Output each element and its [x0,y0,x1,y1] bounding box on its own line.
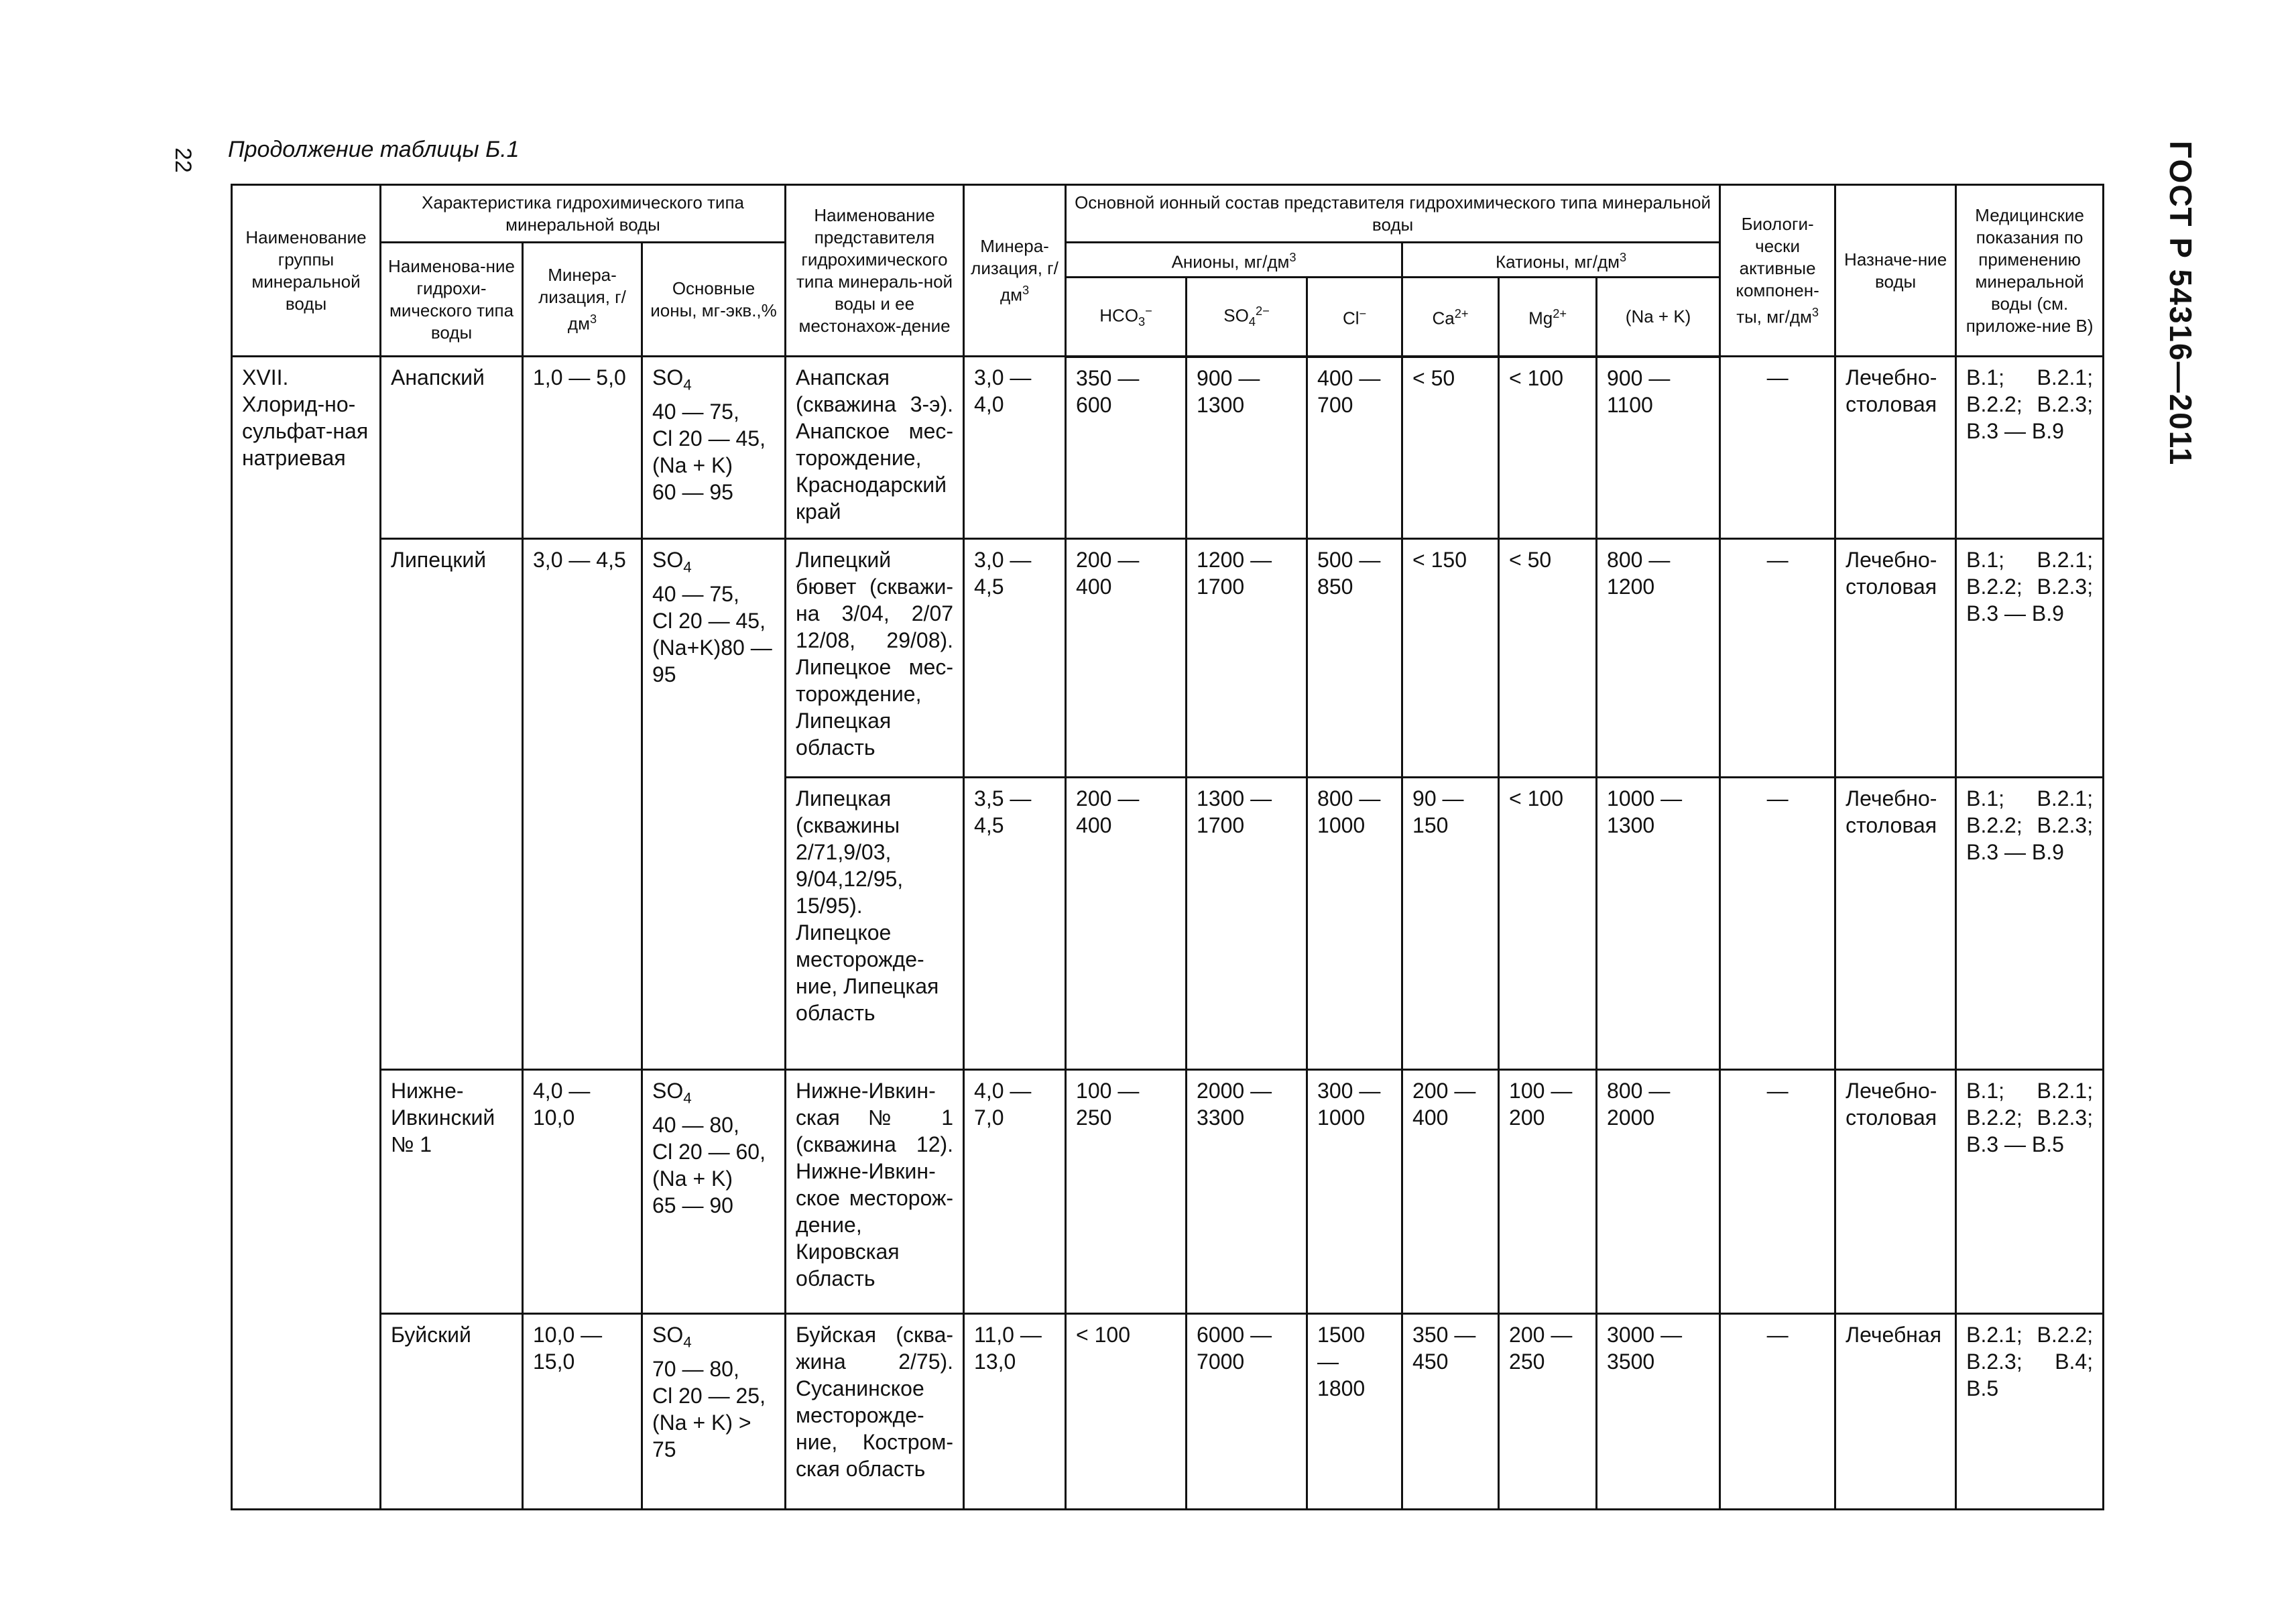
medical-cell: В.1; В.2.1; В.2.2; В.2.3; В.3 — В.9 [1956,778,2104,1070]
ca-cell: < 50 [1402,357,1499,539]
type-name-cell: Липецкий [381,539,523,1070]
so4-cell: 6000 — 7000 [1187,1314,1307,1510]
cl-cell: 400 — 700 [1307,357,1402,539]
standard-code: ГОСТ Р 54316—2011 [2163,141,2198,467]
representative-cell: Нижне-Ивкин-ская № 1 (скважина 12). Нижне-Ивкин-ское месторож-дение, Кировская область [786,1070,964,1314]
nak-cell: 1000 — 1300 [1597,778,1720,1070]
rep-mineralization-cell: 3,0 — 4,0 [964,357,1066,539]
purpose-cell: Лечебно-столовая [1835,778,1956,1070]
representative-cell: Липецкий бювет (скважи-на 3/04, 2/07 12/08, 29/08). Липецкое мес-торождение, Липецкая область [786,539,964,778]
representative-cell: Буйская (сква-жина 2/75). Сусанинское месторожде-ние, Костром-ская область [786,1314,964,1510]
ca-cell: < 150 [1402,539,1499,778]
medical-cell: В.1; В.2.1; В.2.2; В.2.3; В.3 — В.9 [1956,539,2104,778]
medical-cell: В.2.1; В.2.2; В.2.3; В.4; В.5 [1956,1314,2104,1510]
type-mineralization-cell: 10,0 — 15,0 [523,1314,642,1510]
header-anions: Анионы, $мг/дм^3$ [1066,243,1402,278]
rep-mineralization-cell: 11,0 — 13,0 [964,1314,1066,1510]
so4-cell: 1300 — 1700 [1187,778,1307,1070]
nak-cell: 800 — 1200 [1597,539,1720,778]
ca-cell: 200 — 400 [1402,1070,1499,1314]
cl-cell: 800 — 1000 [1307,778,1402,1070]
type-name-cell: Буйский [381,1314,523,1510]
bio-cell: — [1720,1070,1835,1314]
bio-cell: — [1720,778,1835,1070]
purpose-cell: Лечебно-столовая [1835,539,1956,778]
so4-cell: 1200 — 1700 [1187,539,1307,778]
ca-cell: 90 — 150 [1402,778,1499,1070]
group-name-cell: XVII. Хлорид-но-сульфат-ная натриевая [232,357,381,1510]
rep-mineralization-cell: 4,0 —7,0 [964,1070,1066,1314]
header-bio: Биологи-чески активные компонен-ты, $мг/дм^3$ [1720,185,1835,357]
page-number: 22 [170,147,196,173]
header-rep-mineralization: Минера-лизация, $г/дм^3$ [964,185,1066,357]
header-characteristic: Характеристика гидрохимического типа минеральной воды [381,185,786,243]
hco3-cell: 350 — 600 [1066,357,1187,539]
medical-cell: В.1; В.2.1; В.2.2; В.2.3; В.3 — В.9 [1956,357,2104,539]
header-group-name: Наименование группы минеральной воды [232,185,381,357]
header-mg: $Mg^{2+}$ [1499,278,1597,357]
hco3-cell: 200 — 400 [1066,539,1187,778]
hco3-cell: 200 — 400 [1066,778,1187,1070]
mg-cell: < 100 [1499,778,1597,1070]
type-mineralization-cell: 1,0 — 5,0 [523,357,642,539]
purpose-cell: Лечебно-столовая [1835,357,1956,539]
representative-cell: Анапская (скважина 3-э). Анапское мес-торождение, Краснодарский край [786,357,964,539]
main-ions-cell: $SO_4$ 40 — 80, Cl 20 — 60, (Na + K) 65 — 90 [642,1070,786,1314]
main-ions-cell: $SO_4$ 70 — 80, Cl 20 — 25, (Na + K) > 75 [642,1314,786,1510]
header-nak: (Na + K) [1597,278,1720,357]
type-mineralization-cell: 4,0 — 10,0 [523,1070,642,1314]
mg-cell: < 50 [1499,539,1597,778]
type-name-cell: Анапский [381,357,523,539]
main-ions-cell: $SO_4$ 40 — 75, Cl 20 — 45, (Na+K)80 — 95 [642,539,786,1070]
nak-cell: 800 — 2000 [1597,1070,1720,1314]
purpose-cell: Лечебно-столовая [1835,1070,1956,1314]
table-row [232,1070,2104,1314]
rep-mineralization-cell: 3,5 — 4,5 [964,778,1066,1070]
cl-cell: 300 — 1000 [1307,1070,1402,1314]
cl-cell: 500 — 850 [1307,539,1402,778]
table-row [232,357,2104,539]
so4-cell: 2000 — 3300 [1187,1070,1307,1314]
cl-cell: 1500 — 1800 [1307,1314,1402,1510]
table-row [232,539,2104,778]
mg-cell: 100 — 200 [1499,1070,1597,1314]
table-row [232,1314,2104,1510]
table-continuation-caption: Продолжение таблицы Б.1 [228,137,520,162]
mg-cell: 200 — 250 [1499,1314,1597,1510]
medical-cell: В.1; В.2.1; В.2.2; В.2.3; В.3 — В.5 [1956,1070,2104,1314]
header-representative: Наименование представителя гидрохимического типа минераль-ной воды и ее местонахож-дение [786,185,964,357]
header-cations: Катионы, $мг/дм^3$ [1402,243,1720,278]
bio-cell: — [1720,1314,1835,1510]
bio-cell: — [1720,357,1835,539]
ca-cell: 350 — 450 [1402,1314,1499,1510]
header-type-name: Наименова-ние гидрохи-мического типа воды [381,243,523,357]
hco3-cell: 100 — 250 [1066,1070,1187,1314]
type-mineralization-cell: 3,0 — 4,5 [523,539,642,1070]
header-ionic-composition: Основной ионный состав представителя гидрохимического типа минеральной воды [1066,185,1720,243]
mineral-water-table [231,184,2104,1510]
header-medical: Медицинские показания по применению минеральной воды (см. приложе-ние В) [1956,185,2104,357]
purpose-cell: Лечебная [1835,1314,1956,1510]
header-main-ions: Основные ионы, мг-экв.,% [642,243,786,357]
header-cl: Cl− [1307,278,1402,357]
rep-mineralization-cell: 3,0 — 4,5 [964,539,1066,778]
header-purpose: Назначе-ние воды [1835,185,1956,357]
representative-cell: Липецкая (скважины 2/71,9/03, 9/04,12/95, 15/95). Липецкое месторожде-ние, Липецкая область [786,778,964,1070]
nak-cell: 900 — 1100 [1597,357,1720,539]
hco3-cell: < 100 [1066,1314,1187,1510]
so4-cell: 900 — 1300 [1187,357,1307,539]
nak-cell: 3000 — 3500 [1597,1314,1720,1510]
header-hco3: $HCO_3^-$ [1066,278,1187,357]
mg-cell: < 100 [1499,357,1597,539]
bio-cell: — [1720,539,1835,778]
header-so4: $SO_4^{2-}$ [1187,278,1307,357]
header-ca: $Ca^{2+}$ [1402,278,1499,357]
header-type-mineralization: Минера-лизация, $г/дм^3$ [523,243,642,357]
main-ions-cell: $SO_4$ 40 — 75, Cl 20 — 45, (Na + K) 60 — 95 [642,357,786,539]
type-name-cell: Нижне-Ивкинский № 1 [381,1070,523,1314]
